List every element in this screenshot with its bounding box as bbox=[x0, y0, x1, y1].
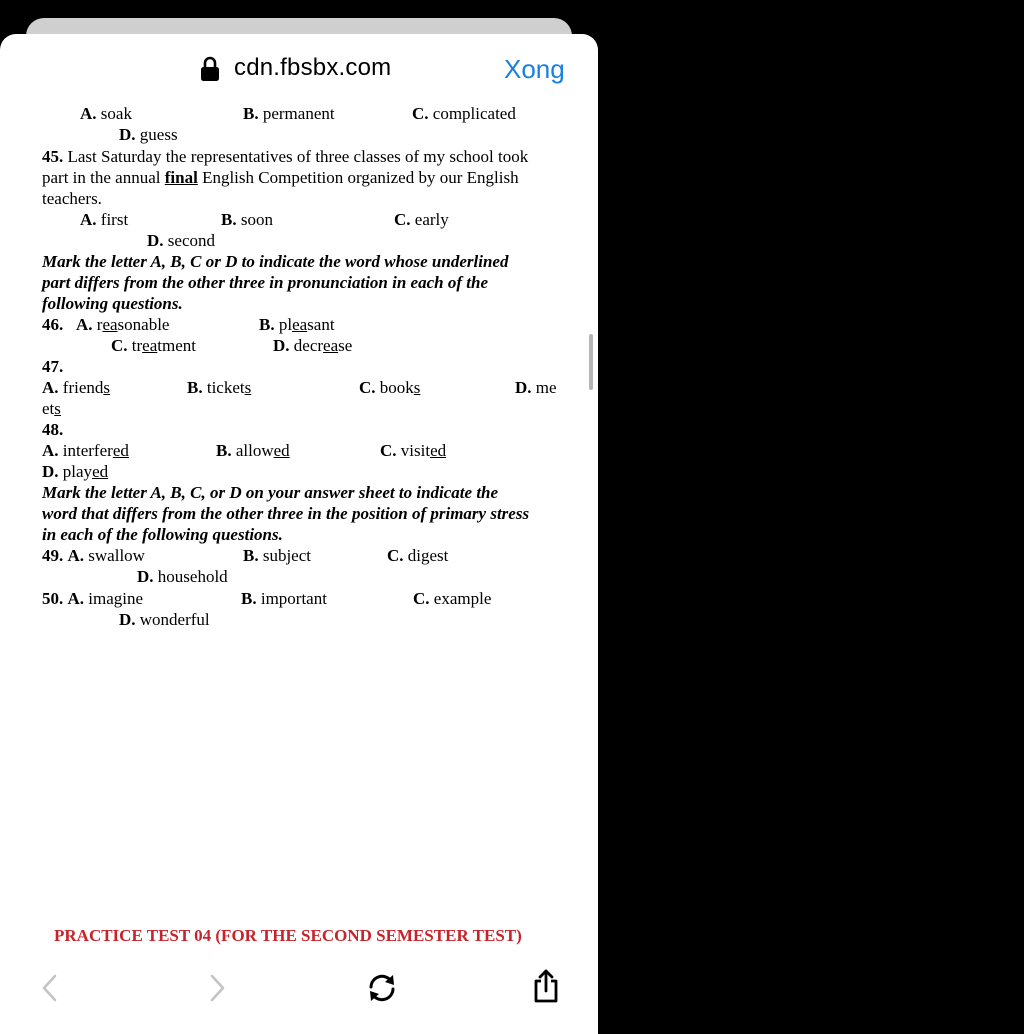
browser-toolbar bbox=[0, 964, 598, 1034]
q45-line-2: part in the annual final English Competition organized by our English bbox=[42, 168, 519, 187]
refresh-button[interactable] bbox=[362, 968, 402, 1008]
instruction-pronunciation-line-1: Mark the letter A, B, C or D to indicate the word whose underlined bbox=[42, 252, 509, 271]
share-button[interactable] bbox=[526, 966, 566, 1006]
q47-option-d-wrap: ets bbox=[42, 399, 61, 418]
instruction-stress-line-3: in each of the following questions. bbox=[42, 525, 283, 544]
instruction-stress-line-1: Mark the letter A, B, C, or D on your answer sheet to indicate the bbox=[42, 483, 499, 502]
instruction-pronunciation-line-3: following questions. bbox=[42, 294, 183, 313]
instruction-stress-line-2: word that differs from the other three in the position of primary stress bbox=[42, 504, 530, 523]
q47-option-c: C. books bbox=[359, 378, 421, 397]
share-icon bbox=[531, 968, 561, 1004]
q45-keyword: final bbox=[164, 168, 198, 187]
q48-option-a: A. interfered bbox=[42, 441, 129, 460]
q45-option-b: B. soon bbox=[221, 210, 273, 229]
refresh-icon bbox=[364, 970, 400, 1006]
q46-line-1: 46. A. reasonable bbox=[42, 315, 170, 334]
q48-option-d: D. played bbox=[42, 462, 109, 481]
q44-option-a: A. soak bbox=[80, 104, 132, 123]
next-test-title: PRACTICE TEST 04 (FOR THE SECOND SEMESTER TEST) bbox=[54, 926, 522, 945]
q48-number: 48. bbox=[42, 420, 64, 439]
q47-option-b: B. tickets bbox=[187, 378, 252, 397]
chevron-left-icon bbox=[40, 973, 60, 1003]
q45-option-d: D. second bbox=[147, 231, 215, 250]
forward-button[interactable] bbox=[197, 968, 237, 1008]
q49-line-1: 49. A. swallow bbox=[42, 546, 145, 565]
q49-option-d: D. household bbox=[137, 567, 228, 586]
q50-line-1: 50. A. imagine bbox=[42, 589, 144, 608]
q47-number: 47. bbox=[42, 357, 64, 376]
document-content bbox=[0, 34, 598, 1034]
q44-option-d: D. guess bbox=[119, 125, 178, 144]
q44-option-c: C. complicated bbox=[412, 104, 516, 123]
done-button[interactable]: Xong bbox=[504, 54, 565, 84]
q50-option-d: D. wonderful bbox=[119, 610, 210, 629]
url-text[interactable]: cdn.fbsbx.com bbox=[234, 54, 392, 81]
scrollbar[interactable] bbox=[589, 334, 593, 390]
q44-option-b: B. permanent bbox=[243, 104, 335, 123]
browser-sheet bbox=[0, 34, 598, 1034]
q50-option-b: B. important bbox=[241, 589, 327, 608]
q45-line-1: 45. Last Saturday the representatives of three classes of my school took bbox=[42, 147, 529, 166]
q48-option-c: C. visited bbox=[380, 441, 447, 460]
q47-option-a: A. friends bbox=[42, 378, 110, 397]
chevron-right-icon bbox=[207, 973, 227, 1003]
back-button[interactable] bbox=[30, 968, 70, 1008]
q50-option-c: C. example bbox=[413, 589, 492, 608]
q47-option-d: D. me bbox=[515, 378, 557, 397]
q45-line-3: teachers. bbox=[42, 189, 102, 208]
q46-option-d: D. decrease bbox=[273, 336, 353, 355]
q49-option-c: C. digest bbox=[387, 546, 449, 565]
q45-option-a: A. first bbox=[80, 210, 129, 229]
q45-option-c: C. early bbox=[394, 210, 449, 229]
q48-option-b: B. allowed bbox=[216, 441, 290, 460]
instruction-pronunciation-line-2: part differs from the other three in pronunciation in each of the bbox=[42, 273, 488, 292]
q49-option-b: B. subject bbox=[243, 546, 311, 565]
q46-option-b: B. pleasant bbox=[259, 315, 335, 334]
q46-option-c: C. treatment bbox=[111, 336, 196, 355]
